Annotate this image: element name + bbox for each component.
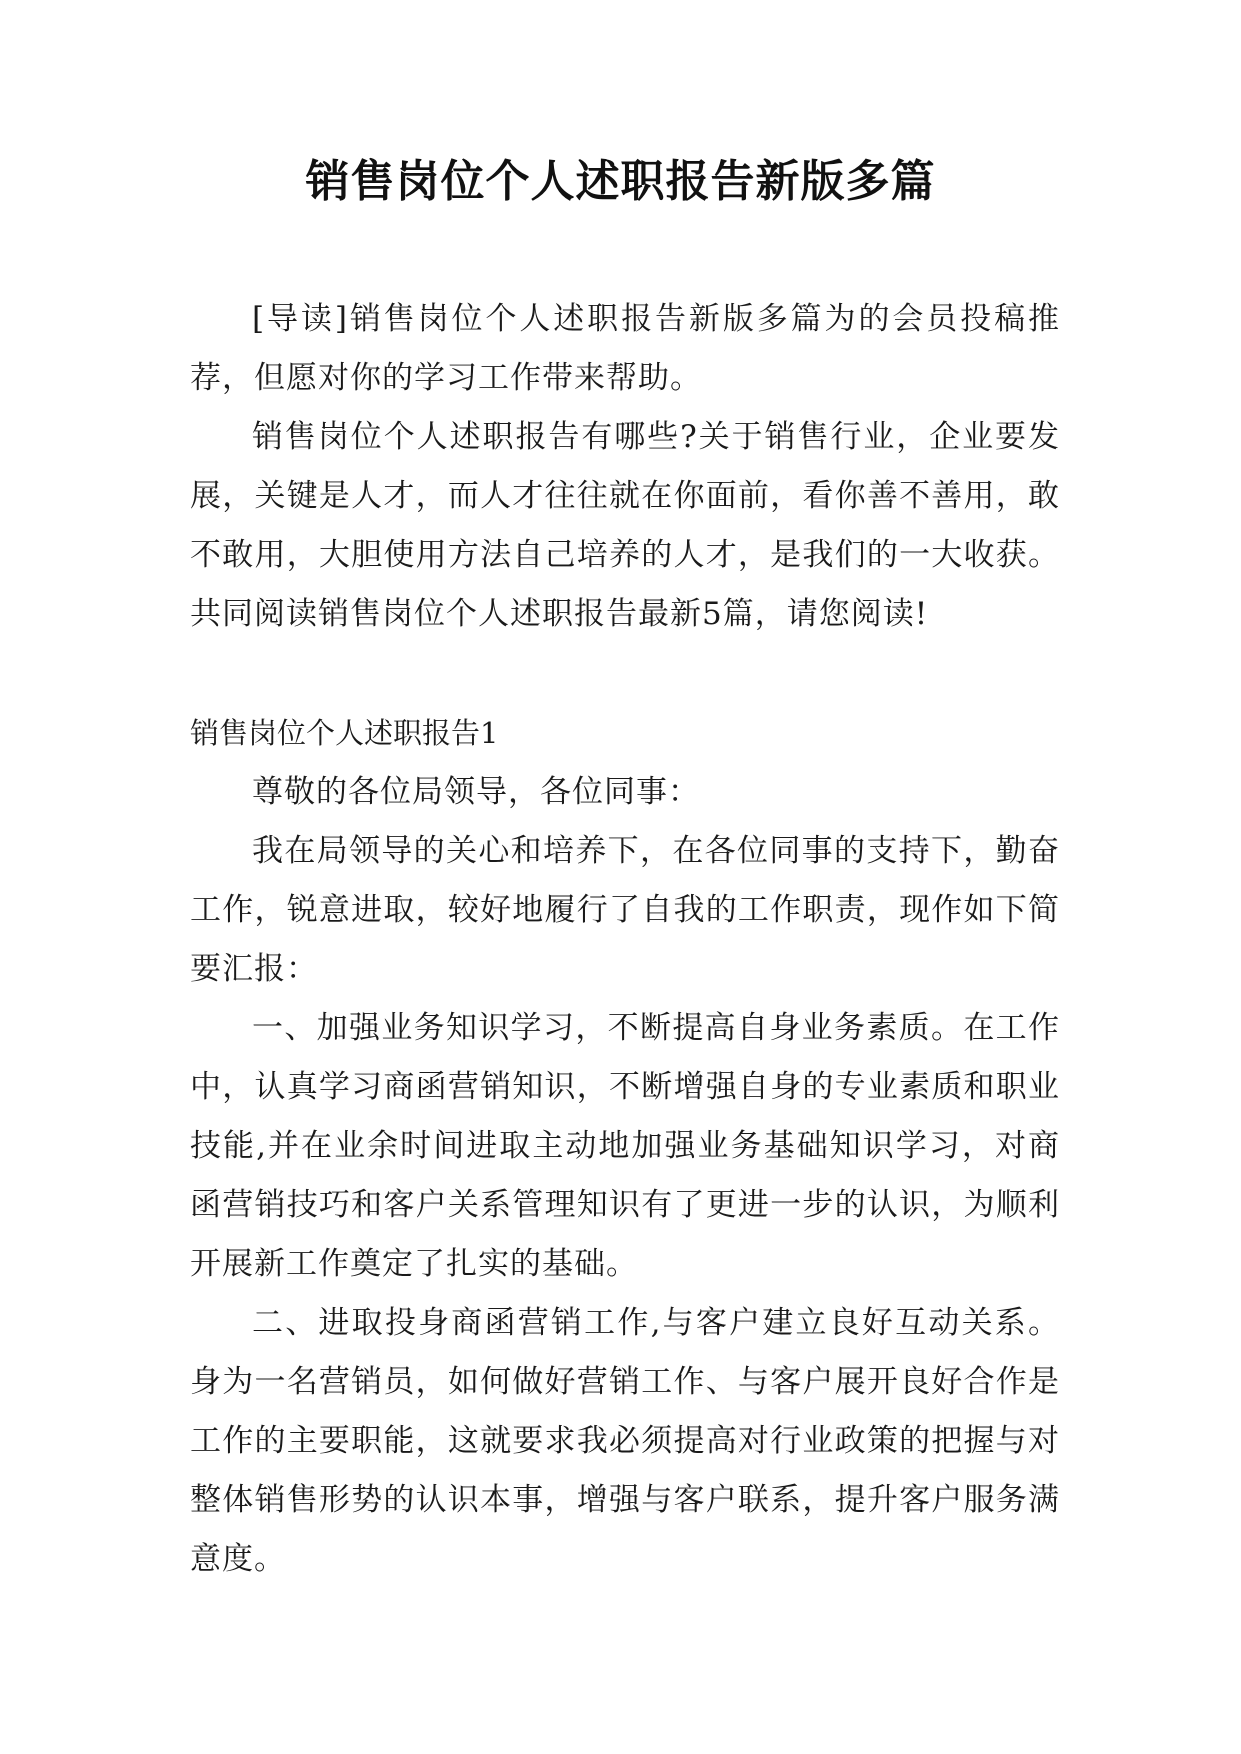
body-paragraph: 我在局领导的关心和培养下，在各位同事的支持下，勤奋工作，锐意进取，较好地履行了自我的工作职责，现作如下简要汇报： — [190, 833, 1060, 987]
salutation-paragraph: 尊敬的各位局领导，各位同事： — [252, 774, 700, 810]
document-body — [190, 290, 1060, 1589]
intro-paragraph: [导读]销售岗位个人述职报告新版多篇为的会员投稿推荐，但愿对你的学习工作带来帮助。 — [190, 301, 1060, 396]
section-heading: 销售岗位个人述职报告1 — [190, 716, 499, 750]
document-title: 销售岗位个人述职报告新版多篇 — [305, 156, 936, 207]
section-gap — [190, 644, 1060, 704]
intro-paragraph: 销售岗位个人述职报告有哪些?关于销售行业，企业要发展，关键是人才，而人才往往就在你面前，看你善不善用，敢不敢用，大胆使用方法自己培养的人才，是我们的一大收获。共同阅读销售岗位个人述职报告最新5篇，请您阅读! — [190, 419, 1060, 632]
body-paragraph: 二、进取投身商函营销工作,与客户建立良好互动关系。身为一名营销员，如何做好营销工作、与客户展开良好合作是工作的主要职能，这就要求我必须提高对行业政策的把握与对整体销售形势的认识本事，增强与客户联系，提升客户服务满意度。 — [190, 1305, 1060, 1577]
body-paragraph: 一、加强业务知识学习，不断提高自身业务素质。在工作中，认真学习商函营销知识，不断增强自身的专业素质和职业技能,并在业余时间进取主动地加强业务基础知识学习，对商函营销技巧和客户关系管理知识有了更进一步的认识，为顺利开展新工作奠定了扎实的基础。 — [190, 1010, 1060, 1282]
